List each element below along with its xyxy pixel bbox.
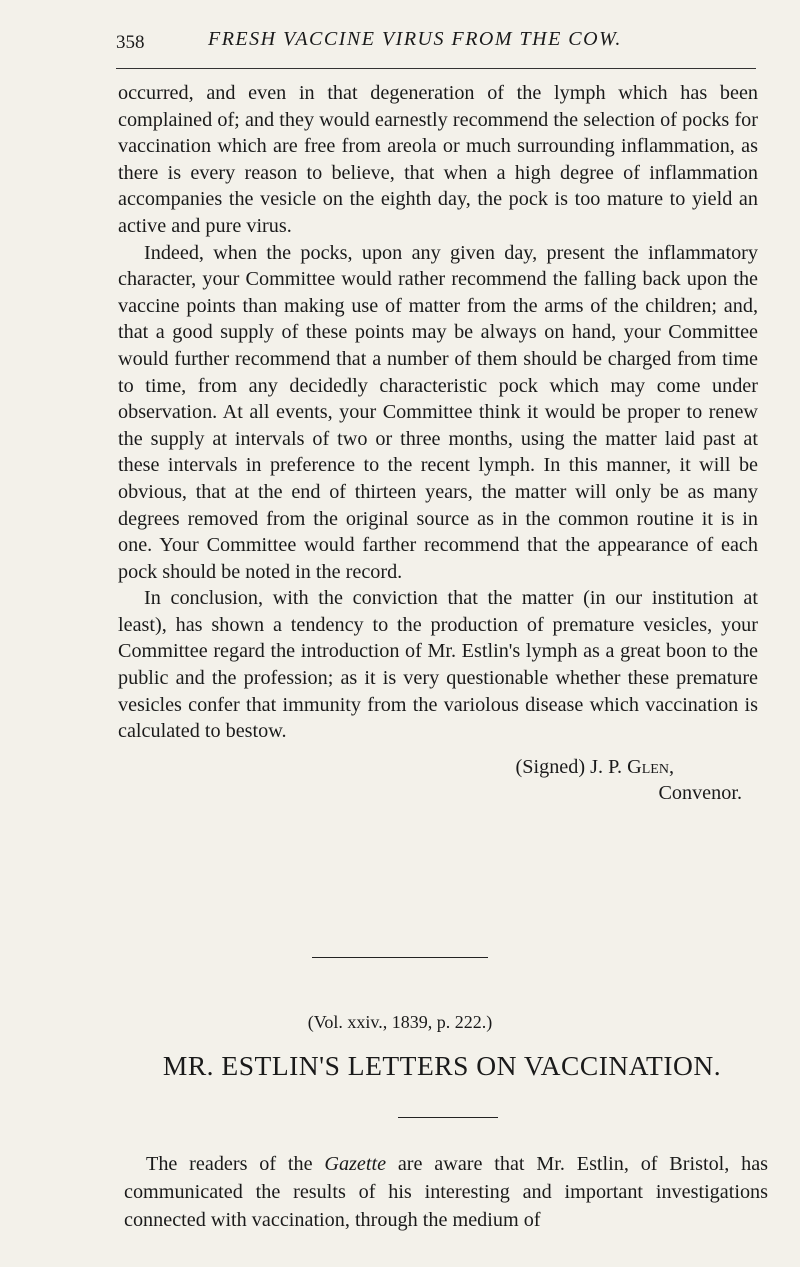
article-title: MR. ESTLIN'S LETTERS ON VACCINATION. — [162, 1050, 722, 1081]
intro-after: are aware that Mr. Estlin, of Bristol, has communicated the results of his interesting and important investigations connected with vaccination, through the medium of — [124, 1153, 769, 1231]
journal-name: Gazette — [324, 1153, 387, 1175]
volume-reference: (Vol. xxiv., 1839, p. 222.) — [307, 1012, 493, 1032]
article-paragraph-1 — [124, 1150, 768, 1234]
running-title: FRESH VACCINE VIRUS FROM THE COW. — [208, 28, 622, 50]
page-number: 358 — [116, 32, 145, 53]
signature-name: Glen, — [627, 755, 674, 778]
running-head — [116, 26, 756, 56]
article-body — [124, 1150, 768, 1234]
intro-before: The readers of the — [146, 1153, 313, 1175]
paragraph-2: Indeed, when the pocks, upon any given day, present the inflammatory character, your Committee would rather recommend the falling back upon the vaccine points than making use of matter from the arms of the children; and, that a good supply of these points may be always on hand, your Committee would further recommend that a number of them should be charged from time to time, from any decidedly characteristic pock which may come under observation. At all events, your Committee think it would be proper to renew the supply at intervals of two or three months, using the matter laid past at these intervals in preference to the recent lymph. In this manner, it will be obvious, that at the end of thirteen years, the matter will only be as many degrees removed from the original source as in the common routine it is in one. Your Committee would farther recommend that the appearance of each pock should be noted in the record. — [118, 241, 758, 583]
paragraph-3: In conclusion, with the conviction that the matter (in our institution at least), has shown a tendency to the production of premature vesicles, your Committee regard the introduction of Mr. Estlin's lymph as a great boon to the public and the profession; as it is very questionable whether these premature vesicles confer that immunity from the variolous disease which vaccination is calculated to bestow. — [118, 587, 758, 743]
title-divider — [398, 1117, 498, 1118]
paragraph-1: occurred, and even in that degeneration of the lymph which has been complained of; and they would earnestly recommend the selection of pocks for vaccination which are free from areola or much surrounding inflammation, as there is every reason to believe, that when a high degree of inflammation accompanies the vesicle on the eighth day, the pock is too mature to yield an active and pure virus. — [118, 82, 758, 237]
signature-role: Convenor. — [658, 782, 742, 805]
signature-line — [118, 754, 758, 781]
signature-prefix: (Signed) J. P. — [515, 755, 623, 778]
report-body — [118, 80, 758, 807]
section-divider — [312, 957, 488, 958]
header-rule — [116, 68, 756, 69]
